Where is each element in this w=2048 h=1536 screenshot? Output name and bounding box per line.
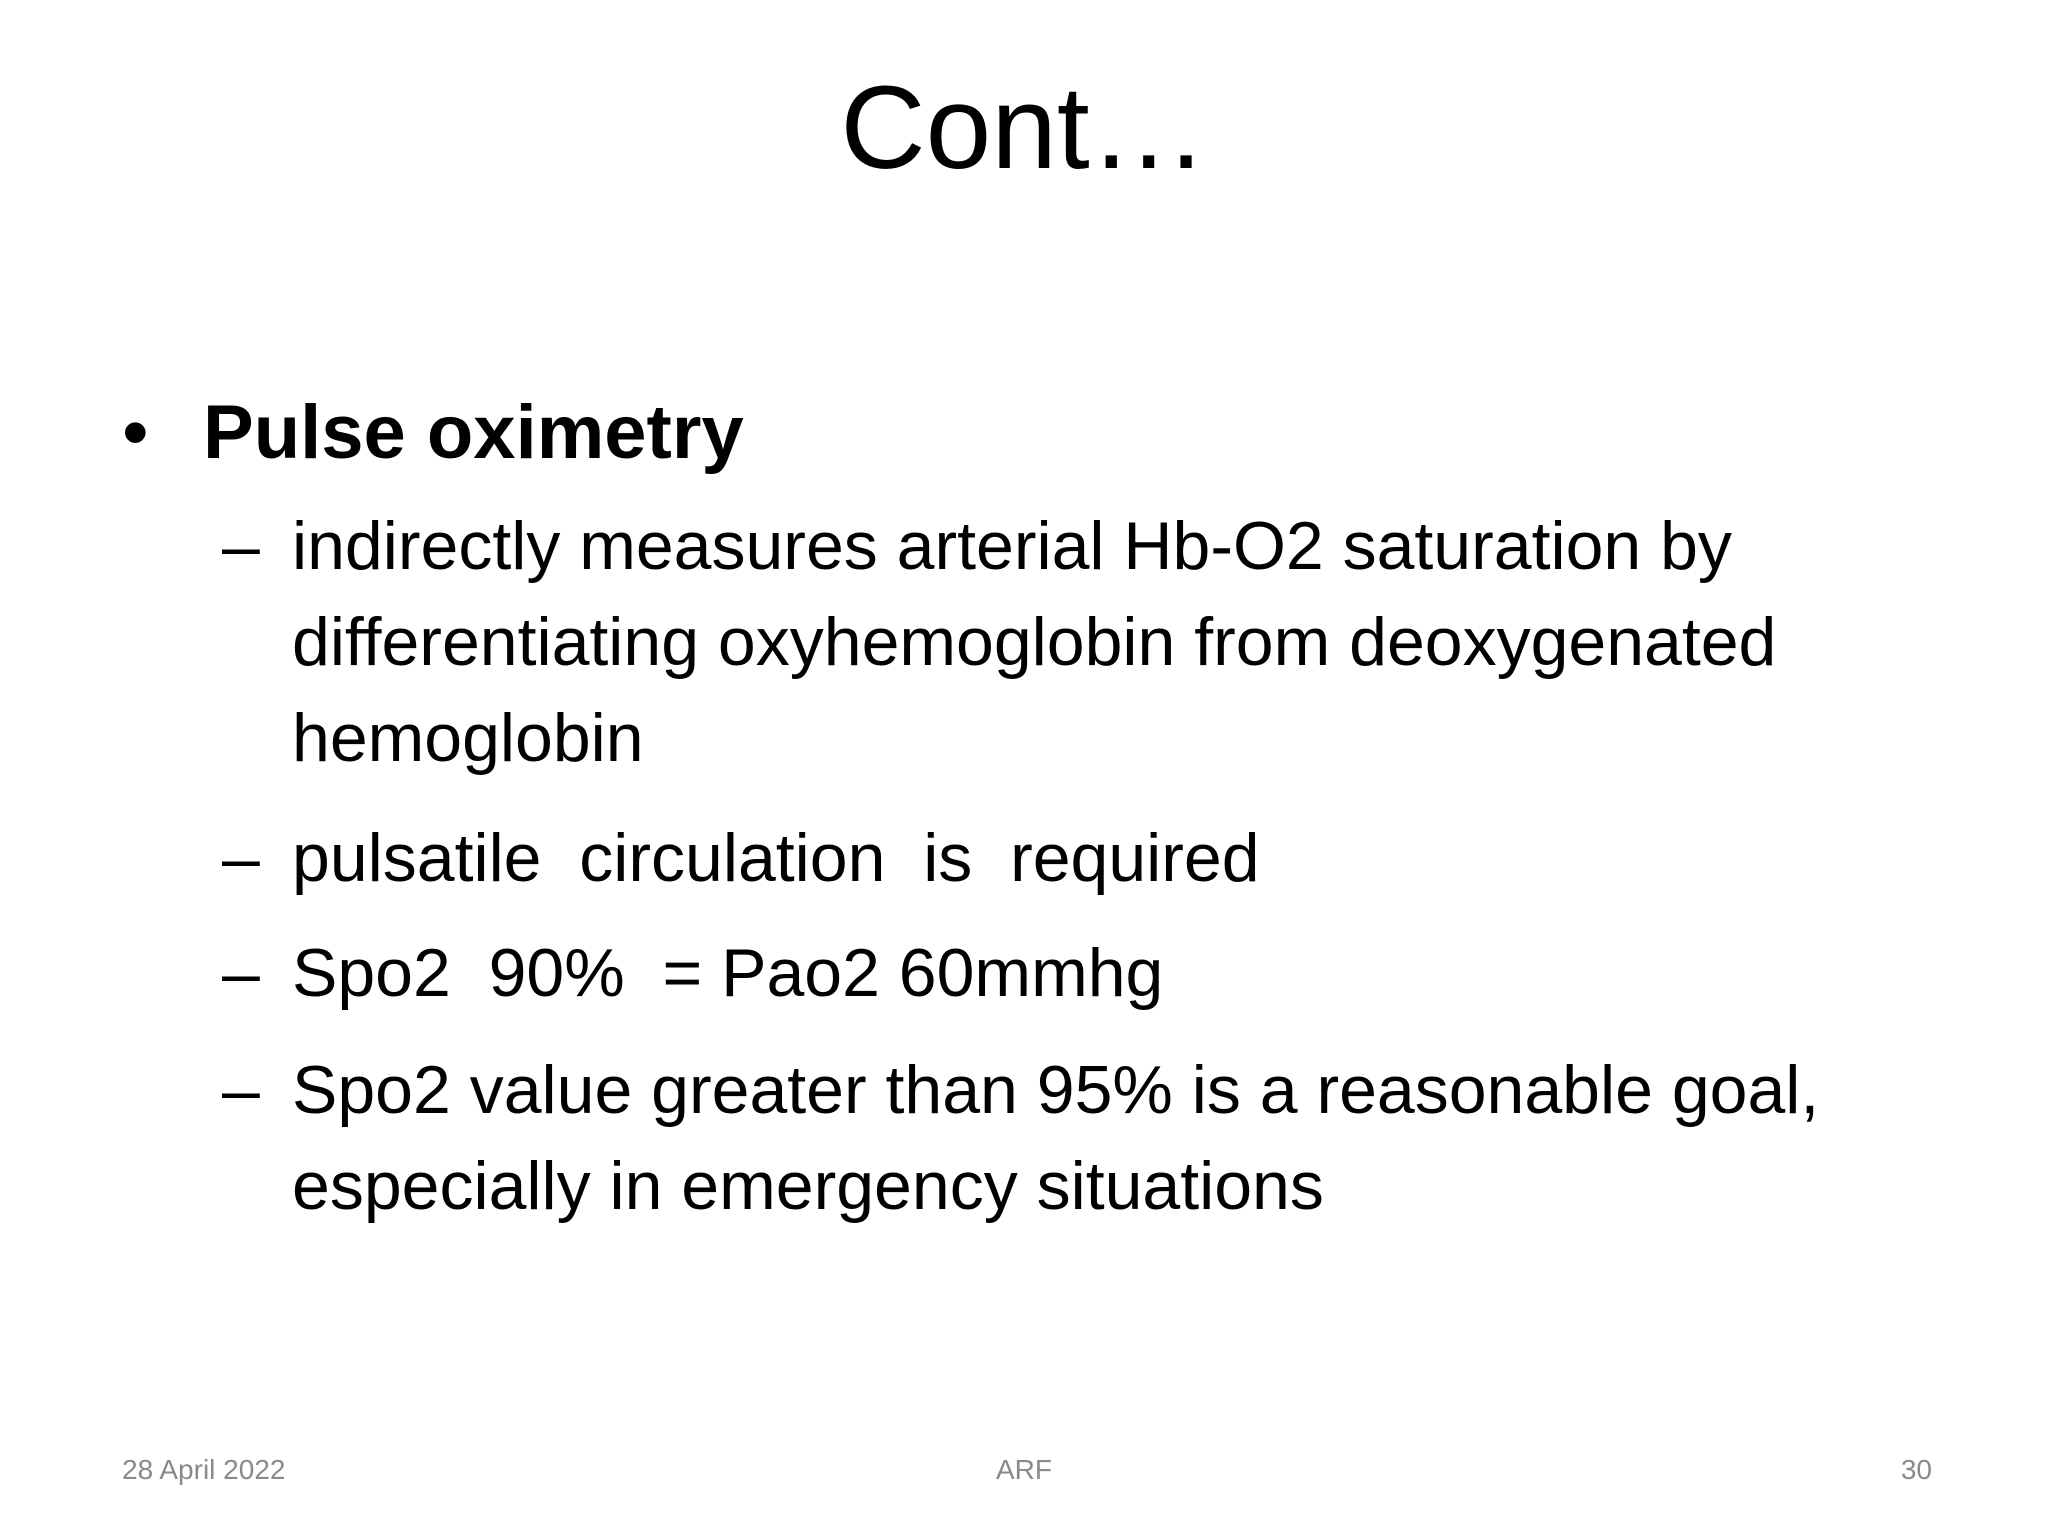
sub-bullet-text: Spo2 value greater than 95% is a reasonable goal, especially in emergency situations bbox=[292, 1052, 1839, 1224]
sub-bullet-marker: – bbox=[222, 820, 260, 896]
sub-bullet-text: indirectly measures arterial Hb-O2 saturation by differentiating oxyhemoglobin from deoxygenated hemoglobin bbox=[292, 508, 1796, 776]
footer-title: ARF bbox=[996, 1454, 1052, 1485]
sub-bullet-marker: – bbox=[222, 1052, 260, 1128]
slide-number: 30 bbox=[1900, 1454, 1932, 1485]
sub-bullet-marker: – bbox=[222, 935, 260, 1011]
slide-title: Cont… bbox=[840, 62, 1208, 194]
footer-date: 28 April 2022 bbox=[122, 1454, 286, 1485]
sub-bullet-text: Spo2 90% = Pao2 60mmhg bbox=[292, 935, 1164, 1011]
bullet-heading: Pulse oximetry bbox=[203, 390, 744, 475]
sub-bullet-marker: – bbox=[222, 508, 260, 584]
sub-bullet-text: pulsatile circulation is required bbox=[292, 820, 1260, 896]
bullet-marker: • bbox=[122, 390, 149, 475]
